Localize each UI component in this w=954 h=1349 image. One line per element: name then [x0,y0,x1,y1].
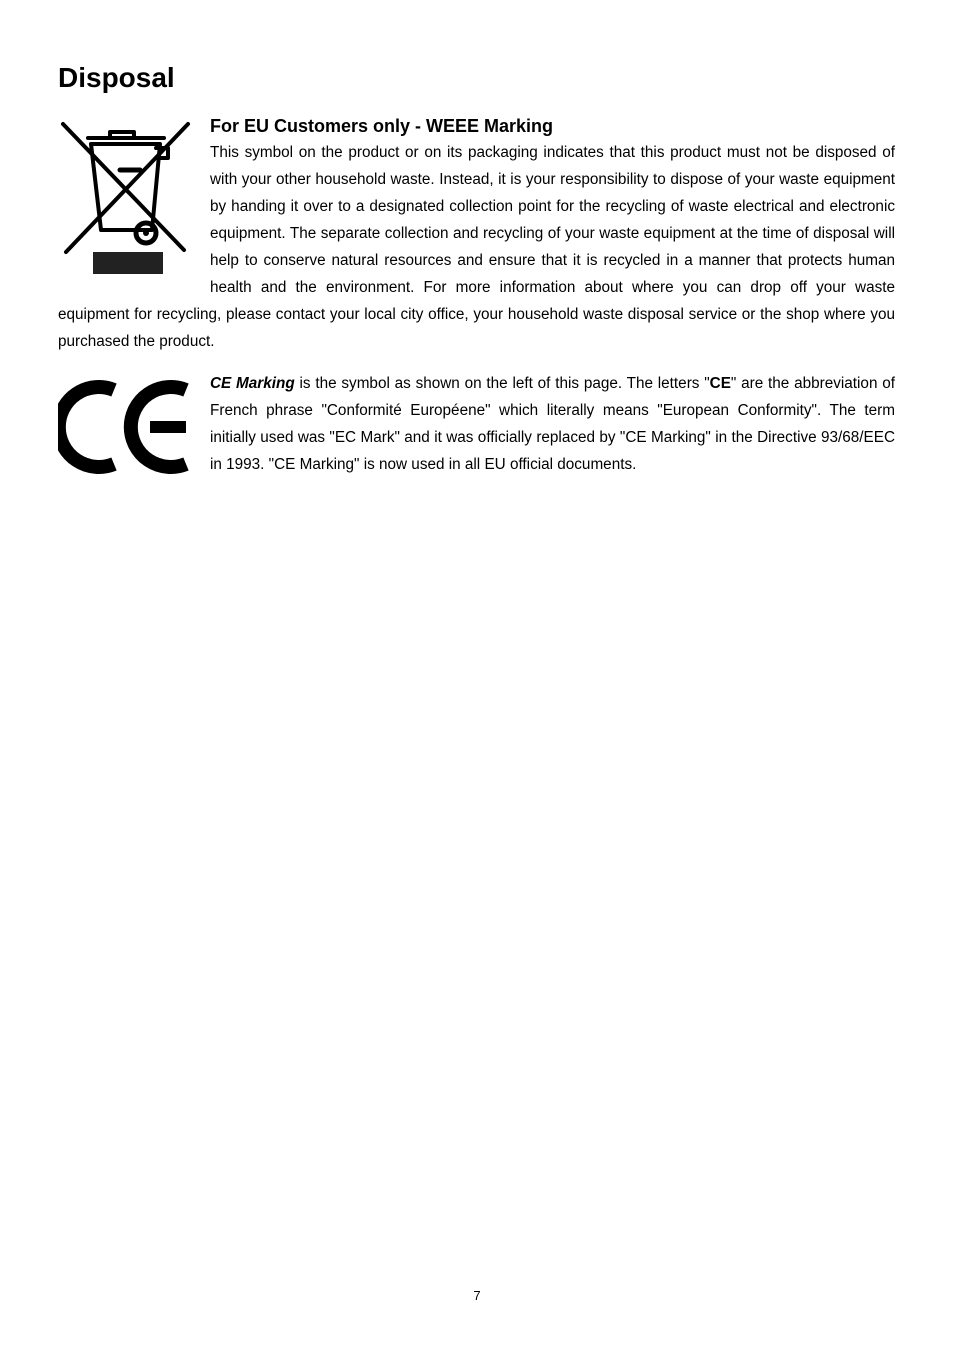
weee-section [58,113,895,355]
ce-term: CE Marking [210,375,295,392]
ce-letters: CE [709,375,731,392]
page-title: Disposal [58,62,175,93]
weee-paragraph: This symbol on the product or on its packaging indicates that this product must not be disposed of with your other household waste. Instead, it is your responsibility to dispose of your waste equipment by handing it over to a designated collection point for the recycling of waste electrical and electronic equipment. The separate collection and recycling of your waste equipment at the time of disposal will help to conserve natural resources and ensure that it is recycled in a manner that protects human health and the environment. For more information about where you can drop off your waste equipment for recycling, please contact your local city office, your household waste disposal service or the shop where you purchased the product. [58,144,895,350]
page-number: 7 [473,1288,481,1303]
ce-mark-icon [58,378,192,476]
ce-section [58,370,895,478]
weee-heading: For EU Customers only - WEEE Marking [210,116,554,136]
crossed-out-wheelie-bin-icon [58,118,192,278]
ce-text-part1: is the symbol as shown on the left of this page. The letters " [294,375,710,392]
ce-text-part2: " are the abbreviation of French phrase "Conformité Européene" which literally means "European Conformity". The term initially used was "EC Mark" and it was officially replaced by "CE Marking" in the Directive 93/68/EEC in 1993. "CE Marking" is now used in all EU official documents. [210,375,896,473]
